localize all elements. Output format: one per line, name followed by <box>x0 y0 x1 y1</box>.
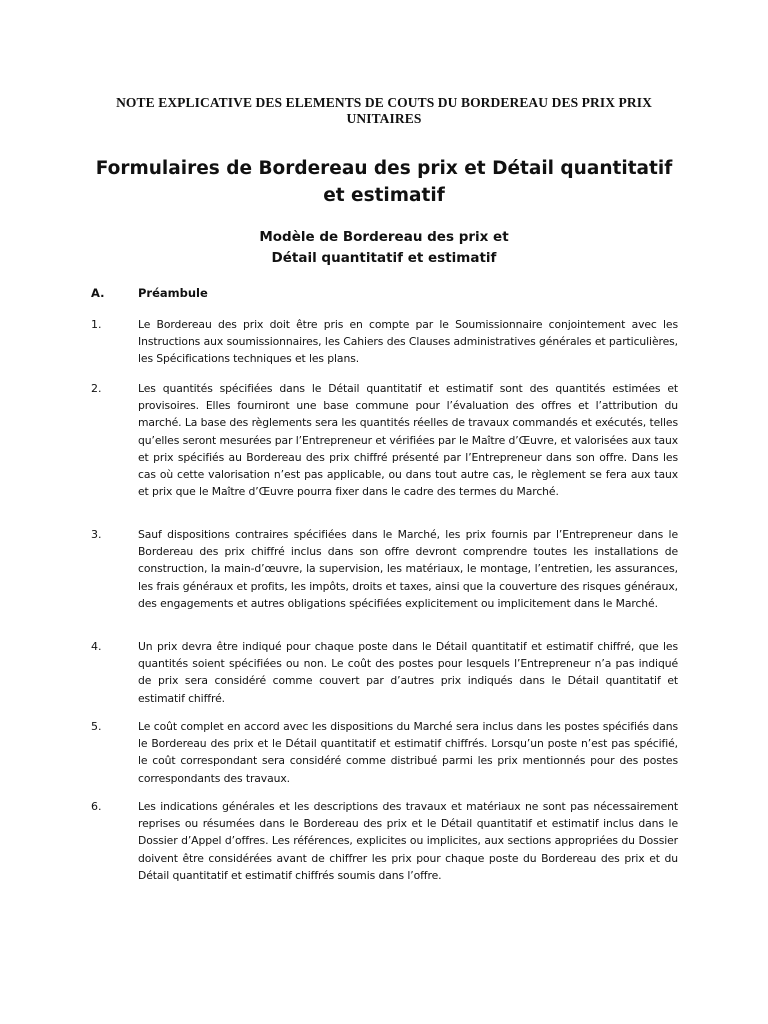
item-number-5: 5. <box>91 720 102 733</box>
sub-title-line-1: Modèle de Bordereau des prix et <box>259 229 509 245</box>
sub-title <box>200 227 568 269</box>
item-text-1: Le Bordereau des prix doit être pris en compte par le Soumissionnaire conjointement avec les Instructions aux soumissionnaires, les Cahiers des Clauses administratives générales et particulières, les Spécifications techniques et les plans. <box>138 318 678 366</box>
item-text-5: Le coût complet en accord avec les dispositions du Marché sera inclus dans les postes spécifiés dans le Bordereau des prix et le Détail quantitatif et estimatif chiffrés. Lorsqu’un poste n’est pas spécifié, le coût correspondant sera considéré comme distribué parmi les prix mentionnés pour des postes correspondants des travaux. <box>138 720 678 785</box>
section-letter: A. <box>91 286 105 300</box>
item-text-3: Sauf dispositions contraires spécifiées dans le Marché, les prix fournis par l’Entrepreneur dans le Bordereau des prix chiffré inclus dans son offre devront comprendre toutes les installations de construction, la main-d’œuvre, la supervision, les matériaux, le montage, l’entretien, les assurances, les frais généraux et profits, les impôts, droits et taxes, ainsi que la couverture des risques généraux, des engagements et autres obligations spécifiées explicitement ou implicitement dans le Marché. <box>138 528 678 610</box>
item-number-1: 1. <box>91 318 102 331</box>
item-text-2: Les quantités spécifiées dans le Détail quantitatif et estimatif sont des quantités estimées et provisoires. Elles fourniront une base commune pour l’évaluation des offres et l’attribution du marché. La base des règlements sera les quantités réelles de travaux commandés et exécutés, telles qu’elles seront mesurées par l’Entrepreneur et vérifiées par le Maître d’Œuvre, et valorisées aux taux et prix spécifiés au Bordereau des prix chiffré présenté par l’Entrepreneur dans son offre. Dans les cas où cette valorisation n’est pas applicable, ou dans tout autre cas, le règlement se fera aux taux et prix que le Maître d’Œuvre pourra fixer dans le cadre des termes du Marché. <box>138 382 678 499</box>
item-number-4: 4. <box>91 640 102 653</box>
item-number-2: 2. <box>91 382 102 395</box>
main-title: Formulaires de Bordereau des prix et Détail quantitatif et estimatif <box>95 158 673 206</box>
item-text-4: Un prix devra être indiqué pour chaque poste dans le Détail quantitatif et estimatif chiffré, que les quantités soient spécifiées ou non. Le coût des postes pour lesquels l’Entrepreneur n’a pas indiqué de prix sera considéré comme couvert par d’autres prix indiqués dans le Détail quantitatif et estimatif chiffré. <box>138 640 678 705</box>
sub-title-line-2: Détail quantitatif et estimatif <box>271 250 497 266</box>
note-title: NOTE EXPLICATIVE DES ELEMENTS DE COUTS DU BORDEREAU DES PRIX PRIX UNITAIRES <box>116 95 652 126</box>
section-title: Préambule <box>138 286 208 300</box>
item-number-3: 3. <box>91 528 102 541</box>
item-number-6: 6. <box>91 800 102 813</box>
item-text-6: Les indications générales et les descriptions des travaux et matériaux ne sont pas nécessairement reprises ou résumées dans le Bordereau des prix et le Détail quantitatif et estimatif inclus dans le Dossier d’Appel d’offres. Les références, explicites ou implicites, aux sections appropriées du Dossier doivent être considérées avant de chiffrer les prix pour chaque poste du Bordereau des prix et du Détail quantitatif et estimatif chiffrés soumis dans l’offre. <box>138 800 678 882</box>
